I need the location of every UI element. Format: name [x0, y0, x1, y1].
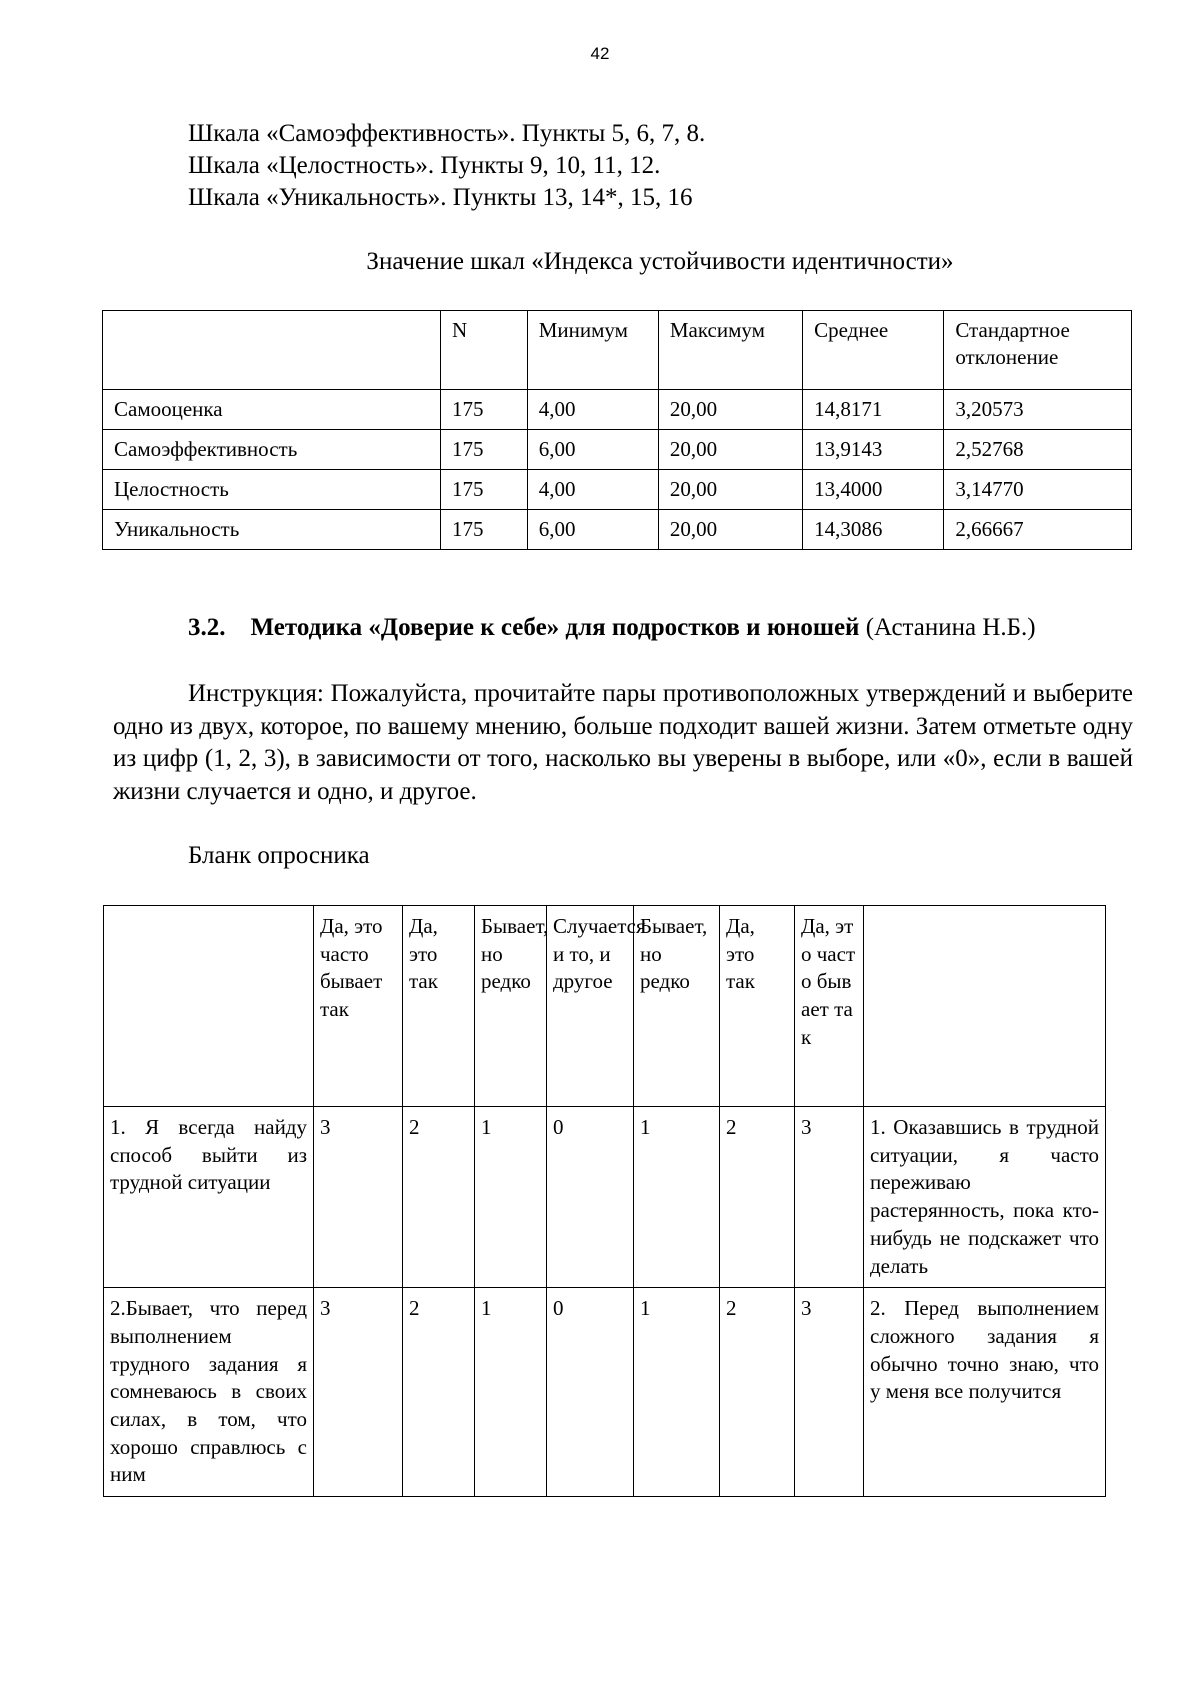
questionnaire-table: [103, 905, 1106, 1497]
stats-cell: 20,00: [658, 430, 802, 470]
stats-cell: 2,52768: [944, 430, 1132, 470]
score-cell[interactable]: 2: [403, 1288, 475, 1497]
score-cell[interactable]: 3: [795, 1107, 864, 1288]
stats-cell: 6,00: [527, 430, 658, 470]
stats-header-row: [103, 311, 1132, 390]
section-number: 3.2.: [188, 614, 226, 641]
score-cell[interactable]: 1: [475, 1288, 547, 1497]
form-header-cell: Да, это часто бывает так: [314, 906, 403, 1107]
stats-table: [102, 310, 1132, 550]
form-header-cell: Бывает, но редко: [634, 906, 720, 1107]
form-row: [104, 1107, 1106, 1288]
stats-cell: 20,00: [658, 470, 802, 510]
instruction-paragraph: Инструкция: Пожалуйста, прочитайте пары противоположных утверждений и выберите одно из двух, которое, по вашему мнению, больше подходит вашей жизни. Затем отметьте одну из цифр (1, 2, 3), в зависимости от того, насколько вы уверены в выборе, или «0», если в вашей жизни случается и одно, и другое.: [113, 680, 1133, 805]
section-author: (Астанина Н.Б.): [859, 614, 1036, 641]
form-header-cell: [104, 906, 314, 1107]
form-header-cell: [864, 906, 1106, 1107]
score-cell[interactable]: 1: [634, 1107, 720, 1288]
stats-row: [103, 390, 1132, 430]
stats-cell: 4,00: [527, 390, 658, 430]
form-header-cell: Бывает, но редко: [475, 906, 547, 1107]
statement-left: 1. Я всегда найду способ выйти из трудной ситуации: [104, 1107, 314, 1288]
stats-table-title: Значение шкал «Индекса устойчивости идентичности»: [366, 248, 954, 275]
stats-cell: Уникальность: [103, 510, 441, 550]
stats-cell: 175: [440, 510, 527, 550]
statement-right: 2. Перед выполнением сложного задания я обычно точно знаю, что у меня все получится: [864, 1288, 1106, 1497]
score-cell[interactable]: 0: [547, 1288, 634, 1497]
scale-line-self-efficacy: Шкала «Самоэффективность». Пункты 5, 6, 7, 8.: [188, 120, 706, 147]
form-title: Бланк опросника: [188, 842, 370, 869]
scale-line-uniqueness: Шкала «Уникальность». Пункты 13, 14*, 15, 16: [188, 184, 693, 211]
stats-header-cell: Минимум: [527, 311, 658, 390]
form-header-cell: Случается и то, и другое: [547, 906, 634, 1107]
stats-cell: Самоэффективность: [103, 430, 441, 470]
stats-cell: 3,14770: [944, 470, 1132, 510]
form-header-cell: Да, это так: [720, 906, 795, 1107]
stats-row: [103, 510, 1132, 550]
scale-line-integrity: Шкала «Целостность». Пункты 9, 10, 11, 12.: [188, 152, 661, 179]
page-number: 42: [590, 44, 610, 63]
stats-header-cell: [103, 311, 441, 390]
stats-row: [103, 470, 1132, 510]
stats-header-cell: Среднее: [803, 311, 944, 390]
section-title: Методика «Доверие к себе» для подростков и юношей: [250, 614, 860, 641]
statement-left: 2.Бывает, что перед выполнением трудного задания я сомневаюсь в своих силах, в том, что хорошо справлюсь с ним: [104, 1288, 314, 1497]
form-header-cell: Да, это часто бывает так: [795, 906, 864, 1107]
score-cell[interactable]: 2: [720, 1288, 795, 1497]
stats-cell: 20,00: [658, 510, 802, 550]
stats-cell: Целостность: [103, 470, 441, 510]
score-cell[interactable]: 3: [795, 1288, 864, 1497]
score-cell[interactable]: 0: [547, 1107, 634, 1288]
stats-cell: 175: [440, 430, 527, 470]
score-cell[interactable]: 1: [475, 1107, 547, 1288]
stats-cell: 3,20573: [944, 390, 1132, 430]
score-cell[interactable]: 2: [720, 1107, 795, 1288]
stats-header-cell: N: [440, 311, 527, 390]
stats-cell: 13,4000: [803, 470, 944, 510]
statement-right: 1. Оказавшись в трудной ситуации, я часто переживаю растерянность, пока кто-нибудь не подскажет что делать: [864, 1107, 1106, 1288]
stats-cell: 14,8171: [803, 390, 944, 430]
form-header-row: [104, 906, 1106, 1107]
form-header-cell: Да, это так: [403, 906, 475, 1107]
score-cell[interactable]: 2: [403, 1107, 475, 1288]
stats-cell: 175: [440, 470, 527, 510]
stats-row: [103, 430, 1132, 470]
stats-cell: 14,3086: [803, 510, 944, 550]
stats-cell: 2,66667: [944, 510, 1132, 550]
stats-cell: 6,00: [527, 510, 658, 550]
section-heading: [113, 612, 1145, 644]
stats-cell: 175: [440, 390, 527, 430]
score-cell[interactable]: 1: [634, 1288, 720, 1497]
score-cell[interactable]: 3: [314, 1107, 403, 1288]
stats-header-cell: Стандартное отклонение: [944, 311, 1132, 390]
stats-cell: 13,9143: [803, 430, 944, 470]
score-cell[interactable]: 3: [314, 1288, 403, 1497]
stats-cell: 4,00: [527, 470, 658, 510]
stats-header-cell: Максимум: [658, 311, 802, 390]
form-row: [104, 1288, 1106, 1497]
stats-cell: Самооценка: [103, 390, 441, 430]
stats-cell: 20,00: [658, 390, 802, 430]
